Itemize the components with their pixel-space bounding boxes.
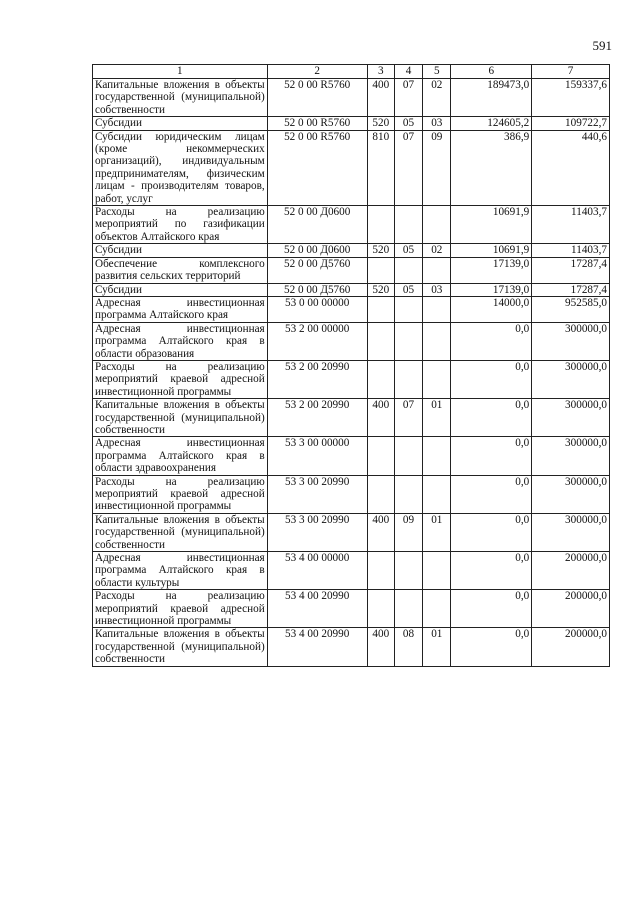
amount-year1-cell: 0,0 bbox=[451, 399, 532, 437]
amount-year1-cell: 17139,0 bbox=[451, 257, 532, 283]
row-name-cell: Субсидии юридическим лицам (кроме некоммерческих организаций), индивидуальным предпринимателям, физическим лицам - производителям товаров, работ, услуг bbox=[93, 130, 268, 205]
subsection-cell: 03 bbox=[423, 283, 451, 296]
table-row bbox=[93, 257, 610, 283]
expense-type-cell bbox=[367, 475, 394, 513]
expense-type-cell: 810 bbox=[367, 130, 394, 205]
table-row bbox=[93, 360, 610, 398]
target-code-cell: 53 4 00 20990 bbox=[267, 590, 367, 628]
col-header-3: 3 bbox=[367, 65, 394, 79]
amount-year1-cell: 10691,9 bbox=[451, 244, 532, 257]
target-code-cell: 53 4 00 20990 bbox=[267, 628, 367, 666]
expense-type-cell bbox=[367, 437, 394, 475]
target-code-cell: 53 3 00 00000 bbox=[267, 437, 367, 475]
table-row bbox=[93, 296, 610, 322]
amount-year2-cell: 300000,0 bbox=[532, 513, 610, 551]
section-cell: 08 bbox=[394, 628, 422, 666]
amount-year1-cell: 124605,2 bbox=[451, 117, 532, 130]
subsection-cell bbox=[423, 322, 451, 360]
expense-type-cell bbox=[367, 206, 394, 244]
amount-year2-cell: 11403,7 bbox=[532, 206, 610, 244]
target-code-cell: 52 0 00 R5760 bbox=[267, 117, 367, 130]
target-code-cell: 53 2 00 00000 bbox=[267, 322, 367, 360]
expense-type-cell: 520 bbox=[367, 283, 394, 296]
subsection-cell: 03 bbox=[423, 117, 451, 130]
section-cell: 09 bbox=[394, 513, 422, 551]
section-cell bbox=[394, 590, 422, 628]
subsection-cell: 09 bbox=[423, 130, 451, 205]
expense-type-cell: 520 bbox=[367, 244, 394, 257]
amount-year2-cell: 17287,4 bbox=[532, 257, 610, 283]
amount-year1-cell: 0,0 bbox=[451, 360, 532, 398]
section-cell bbox=[394, 360, 422, 398]
subsection-cell: 01 bbox=[423, 513, 451, 551]
table-row bbox=[93, 79, 610, 117]
target-code-cell: 53 4 00 00000 bbox=[267, 552, 367, 590]
expense-type-cell: 400 bbox=[367, 79, 394, 117]
row-name-cell: Субсидии bbox=[93, 117, 268, 130]
row-name-cell: Обеспечение комплексного развития сельских территорий bbox=[93, 257, 268, 283]
subsection-cell bbox=[423, 475, 451, 513]
subsection-cell bbox=[423, 437, 451, 475]
section-cell: 05 bbox=[394, 244, 422, 257]
table-row bbox=[93, 130, 610, 205]
amount-year1-cell: 14000,0 bbox=[451, 296, 532, 322]
table-row bbox=[93, 628, 610, 666]
row-name-cell: Адресная инвестиционная программа Алтайского края в области здравоохранения bbox=[93, 437, 268, 475]
amount-year2-cell: 109722,7 bbox=[532, 117, 610, 130]
row-name-cell: Капитальные вложения в объекты государственной (муниципальной) собственности bbox=[93, 628, 268, 666]
subsection-cell bbox=[423, 552, 451, 590]
col-header-5: 5 bbox=[423, 65, 451, 79]
table-row bbox=[93, 322, 610, 360]
row-name-cell: Субсидии bbox=[93, 283, 268, 296]
subsection-cell bbox=[423, 590, 451, 628]
table-row bbox=[93, 590, 610, 628]
target-code-cell: 53 2 00 20990 bbox=[267, 399, 367, 437]
amount-year2-cell: 17287,4 bbox=[532, 283, 610, 296]
subsection-cell: 02 bbox=[423, 79, 451, 117]
amount-year2-cell: 300000,0 bbox=[532, 360, 610, 398]
amount-year2-cell: 200000,0 bbox=[532, 628, 610, 666]
section-cell bbox=[394, 552, 422, 590]
target-code-cell: 52 0 00 Д0600 bbox=[267, 244, 367, 257]
table-row bbox=[93, 552, 610, 590]
amount-year2-cell: 200000,0 bbox=[532, 590, 610, 628]
subsection-cell bbox=[423, 257, 451, 283]
page-number: 591 bbox=[592, 38, 612, 53]
section-cell bbox=[394, 322, 422, 360]
target-code-cell: 52 0 00 R5760 bbox=[267, 79, 367, 117]
expense-type-cell: 400 bbox=[367, 513, 394, 551]
amount-year1-cell: 0,0 bbox=[451, 322, 532, 360]
amount-year2-cell: 440,6 bbox=[532, 130, 610, 205]
table-row bbox=[93, 475, 610, 513]
target-code-cell: 52 0 00 R5760 bbox=[267, 130, 367, 205]
row-name-cell: Расходы на реализацию мероприятий краевой адресной инвестиционной программы bbox=[93, 590, 268, 628]
target-code-cell: 53 0 00 00000 bbox=[267, 296, 367, 322]
section-cell bbox=[394, 257, 422, 283]
col-header-6: 6 bbox=[451, 65, 532, 79]
expense-type-cell: 520 bbox=[367, 117, 394, 130]
expense-type-cell bbox=[367, 322, 394, 360]
row-name-cell: Капитальные вложения в объекты государственной (муниципальной) собственности bbox=[93, 399, 268, 437]
budget-table bbox=[92, 64, 610, 667]
table-body bbox=[93, 79, 610, 667]
row-name-cell: Адресная инвестиционная программа Алтайского края bbox=[93, 296, 268, 322]
target-code-cell: 52 0 00 Д0600 bbox=[267, 206, 367, 244]
target-code-cell: 52 0 00 Д5760 bbox=[267, 283, 367, 296]
row-name-cell: Капитальные вложения в объекты государственной (муниципальной) собственности bbox=[93, 513, 268, 551]
amount-year2-cell: 300000,0 bbox=[532, 475, 610, 513]
section-cell: 05 bbox=[394, 117, 422, 130]
table-row bbox=[93, 513, 610, 551]
col-header-4: 4 bbox=[394, 65, 422, 79]
subsection-cell bbox=[423, 296, 451, 322]
table-row bbox=[93, 399, 610, 437]
amount-year2-cell: 11403,7 bbox=[532, 244, 610, 257]
row-name-cell: Расходы на реализацию мероприятий по газификации объектов Алтайского края bbox=[93, 206, 268, 244]
expense-type-cell bbox=[367, 257, 394, 283]
table-row bbox=[93, 206, 610, 244]
section-cell bbox=[394, 206, 422, 244]
amount-year1-cell: 0,0 bbox=[451, 437, 532, 475]
section-cell: 07 bbox=[394, 399, 422, 437]
section-cell bbox=[394, 475, 422, 513]
subsection-cell bbox=[423, 360, 451, 398]
subsection-cell: 02 bbox=[423, 244, 451, 257]
expense-type-cell bbox=[367, 360, 394, 398]
section-cell bbox=[394, 437, 422, 475]
expense-type-cell bbox=[367, 552, 394, 590]
target-code-cell: 53 2 00 20990 bbox=[267, 360, 367, 398]
amount-year1-cell: 0,0 bbox=[451, 552, 532, 590]
subsection-cell bbox=[423, 206, 451, 244]
amount-year1-cell: 0,0 bbox=[451, 475, 532, 513]
section-cell: 05 bbox=[394, 283, 422, 296]
expense-type-cell: 400 bbox=[367, 399, 394, 437]
row-name-cell: Адресная инвестиционная программа Алтайского края в области культуры bbox=[93, 552, 268, 590]
expense-type-cell bbox=[367, 296, 394, 322]
table-row bbox=[93, 437, 610, 475]
amount-year1-cell: 0,0 bbox=[451, 590, 532, 628]
header-row bbox=[93, 65, 610, 79]
row-name-cell: Адресная инвестиционная программа Алтайского края в области образования bbox=[93, 322, 268, 360]
amount-year2-cell: 200000,0 bbox=[532, 552, 610, 590]
col-header-7: 7 bbox=[532, 65, 610, 79]
amount-year1-cell: 10691,9 bbox=[451, 206, 532, 244]
amount-year2-cell: 952585,0 bbox=[532, 296, 610, 322]
section-cell bbox=[394, 296, 422, 322]
target-code-cell: 52 0 00 Д5760 bbox=[267, 257, 367, 283]
row-name-cell: Субсидии bbox=[93, 244, 268, 257]
row-name-cell: Расходы на реализацию мероприятий краевой адресной инвестиционной программы bbox=[93, 475, 268, 513]
col-header-2: 2 bbox=[267, 65, 367, 79]
target-code-cell: 53 3 00 20990 bbox=[267, 513, 367, 551]
table-row bbox=[93, 244, 610, 257]
amount-year1-cell: 189473,0 bbox=[451, 79, 532, 117]
row-name-cell: Капитальные вложения в объекты государственной (муниципальной) собственности bbox=[93, 79, 268, 117]
amount-year2-cell: 300000,0 bbox=[532, 399, 610, 437]
amount-year1-cell: 0,0 bbox=[451, 513, 532, 551]
subsection-cell: 01 bbox=[423, 399, 451, 437]
subsection-cell: 01 bbox=[423, 628, 451, 666]
amount-year1-cell: 17139,0 bbox=[451, 283, 532, 296]
section-cell: 07 bbox=[394, 130, 422, 205]
amount-year2-cell: 300000,0 bbox=[532, 322, 610, 360]
row-name-cell: Расходы на реализацию мероприятий краевой адресной инвестиционной программы bbox=[93, 360, 268, 398]
target-code-cell: 53 3 00 20990 bbox=[267, 475, 367, 513]
amount-year1-cell: 386,9 bbox=[451, 130, 532, 205]
col-header-1: 1 bbox=[93, 65, 268, 79]
table-row bbox=[93, 117, 610, 130]
expense-type-cell: 400 bbox=[367, 628, 394, 666]
section-cell: 07 bbox=[394, 79, 422, 117]
table-row bbox=[93, 283, 610, 296]
expense-type-cell bbox=[367, 590, 394, 628]
amount-year2-cell: 159337,6 bbox=[532, 79, 610, 117]
amount-year2-cell: 300000,0 bbox=[532, 437, 610, 475]
amount-year1-cell: 0,0 bbox=[451, 628, 532, 666]
